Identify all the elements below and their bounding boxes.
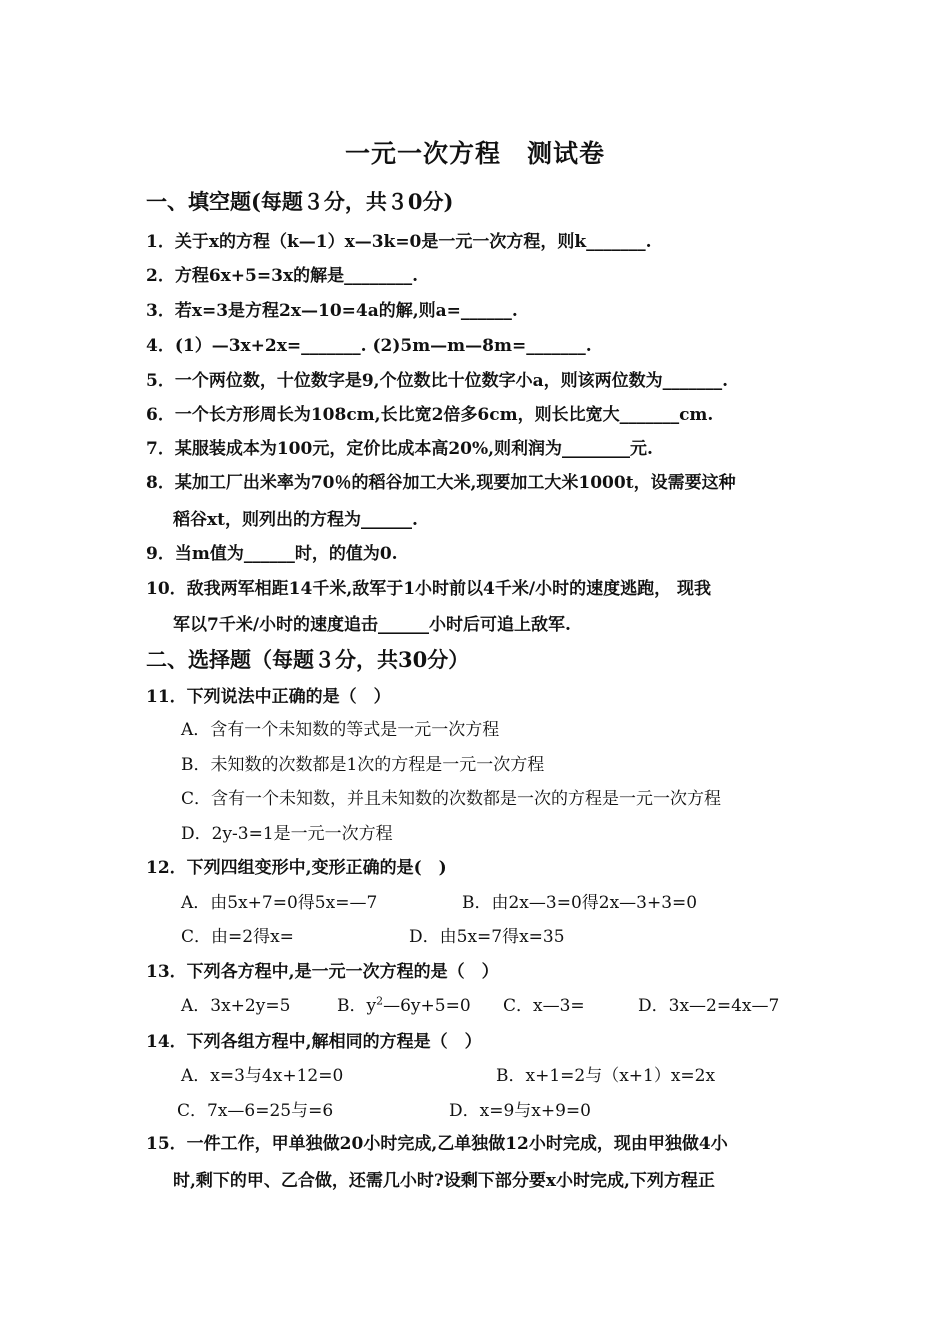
- question-2: 2．方程6x+5=3x的解是________.: [146, 266, 418, 286]
- question-15: 15．一件工作，甲单独做20小时完成,乙单独做12小时完成，现由甲独做4小: [146, 1134, 728, 1154]
- q13-option-c: C．x—3=: [503, 996, 585, 1016]
- q14-option-b: B．x+1=2与（x+1）x=2x: [496, 1066, 716, 1086]
- q12-option-c: C．由=2得x=: [181, 927, 294, 947]
- question-14: 14．下列各组方程中,解相同的方程是（ ）: [146, 1032, 482, 1052]
- question-9: 9．当m值为______时，的值为0.: [146, 544, 398, 564]
- question-8: 8．某加工厂出米率为70％的稻谷加工大米,现要加工大米1000t，设需要这种: [146, 473, 736, 493]
- question-10-cont: 军以7千米/小时的速度追击______小时后可追上敌军.: [173, 615, 571, 635]
- question-7: 7．某服装成本为100元，定价比成本高20%,则利润为________元.: [146, 439, 653, 459]
- question-3: 3．若x=3是方程2x—10=4a的解,则a=______.: [146, 301, 518, 321]
- question-5: 5．一个两位数，十位数字是9,个位数比十位数字小a，则该两位数为_______.: [146, 371, 729, 391]
- q14-option-c: C．7x—6=25与=6: [177, 1101, 334, 1121]
- q11-option-c: C．含有一个未知数，并且未知数的次数都是一次的方程是一元一次方程: [181, 789, 722, 809]
- question-8-cont: 稻谷xt，则列出的方程为______.: [173, 510, 418, 530]
- question-11: 11．下列说法中正确的是（ ）: [146, 687, 391, 707]
- q12-option-b: B．由2x—3=0得2x—3+3=0: [462, 893, 698, 913]
- question-10: 10．敌我两军相距14千米,敌军于1小时前以4千米/小时的速度逃跑， 现我: [146, 579, 712, 599]
- q11-option-d: D．2y-3=1是一元一次方程: [181, 824, 393, 844]
- q13-option-d: D．3x—2=4x—7: [638, 996, 780, 1016]
- section-fill-heading: 一、填空题(每题３分，共３0分): [146, 189, 454, 214]
- q12-option-a: A．由5x+7=0得5x=—7: [181, 893, 378, 913]
- q13-option-b-exponent: 2: [376, 994, 384, 1008]
- question-4: 4．(1）—3x+2x=_______. (2)5m—m—8m=_______.: [146, 336, 592, 356]
- question-6: 6．一个长方形周长为108cm,长比宽2倍多6cm，则长比宽大_______cm.: [146, 405, 714, 425]
- q13-option-b: [337, 991, 471, 1016]
- q14-option-d: D．x=9与x+9=0: [449, 1101, 591, 1121]
- q12-option-d: D．由5x=7得x=35: [409, 927, 565, 947]
- question-13: 13．下列各方程中,是一元一次方程的是（ ）: [146, 962, 499, 982]
- q13-option-b-post: —6y+5=0: [383, 996, 471, 1016]
- q13-option-a: A．3x+2y=5: [181, 996, 291, 1016]
- q14-option-a: A．x=3与4x+12=0: [181, 1066, 344, 1086]
- q13-option-b-pre: B．y: [337, 996, 377, 1016]
- question-1: 1．关于x的方程（k—1）x—3k=0是一元一次方程，则k_______.: [146, 232, 652, 252]
- q11-option-a: A．含有一个未知数的等式是一元一次方程: [181, 720, 500, 740]
- question-15-cont: 时,剩下的甲、乙合做，还需几小时?设剩下部分要x小时完成,下列方程正: [173, 1171, 715, 1191]
- q11-option-b: B．未知数的次数都是1次的方程是一元一次方程: [181, 755, 545, 775]
- question-12: 12．下列四组变形中,变形正确的是( ): [146, 858, 447, 878]
- section-choice-heading: 二、选择题（每题３分，共30分）: [146, 647, 470, 672]
- page-title: 一元一次方程 测试卷: [344, 139, 605, 168]
